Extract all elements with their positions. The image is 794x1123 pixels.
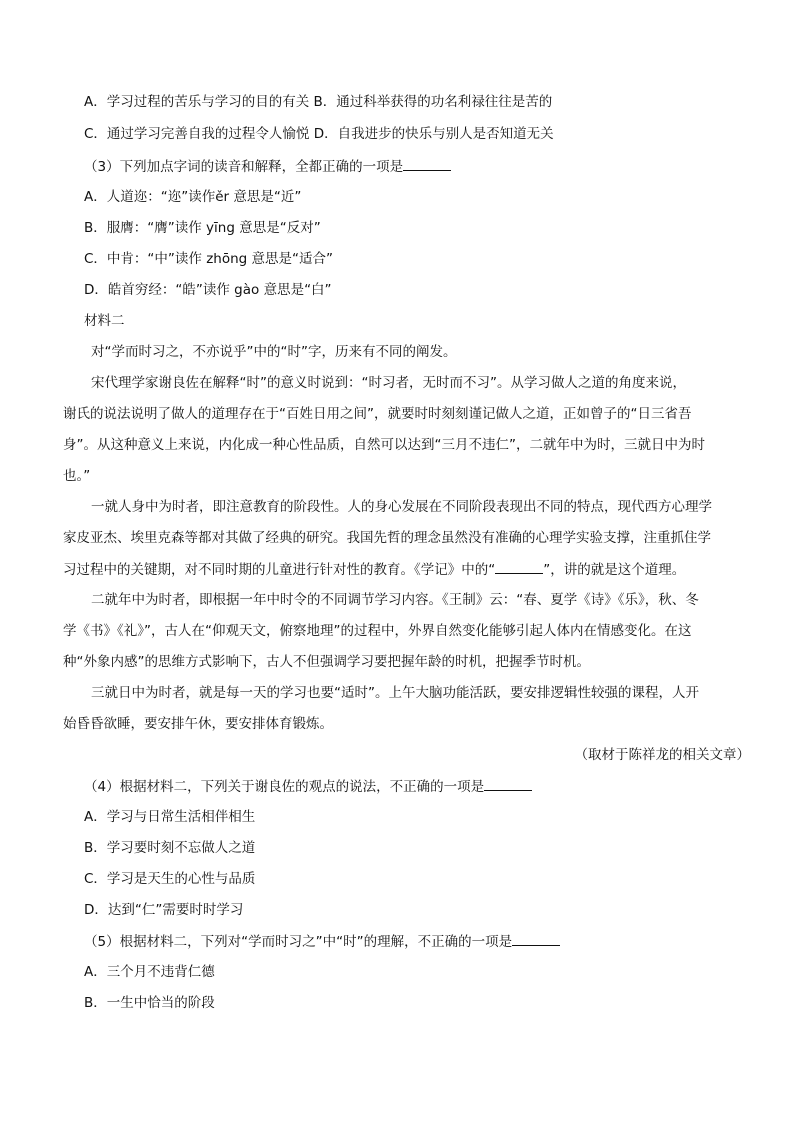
q3-stem-text: （3）下列加点字词的读音和解释，全都正确的一项是 <box>84 159 404 175</box>
q5-stem-text: （5）根据材料二，下列对“学而时习之”中“时”的理解，不正确的一项是 <box>84 934 513 950</box>
q3-option-a: A．人道迩：“迩”读作ěr 意思是“近” <box>84 189 302 205</box>
q4-option-a: A．学习与日常生活相伴相生 <box>84 809 256 825</box>
q4-stem <box>84 776 532 797</box>
q5-stem <box>84 931 560 952</box>
material2-paragraph-2-line-3: 身”。从这种意义上来说，内化成一种心性品质，自然可以达到“三月不违仁”，二就年中为时，三就日中为时 <box>63 437 705 453</box>
material2-paragraph-4-line-1: 二就年中为时者，即根据一年中时令的不同调节学习内容。《王制》云：“春、夏学《诗》《乐》，秋、冬 <box>91 592 699 608</box>
material2-paragraph-4-line-3: 种“外象内感”的思维方式影响下，古人不但强调学习要把握年龄的时机，把握季节时机。 <box>63 654 590 670</box>
material2-paragraph-3-line-3 <box>63 559 685 580</box>
q3-option-b: B．服膺：“膺”读作 yīng 意思是“反对” <box>84 220 321 236</box>
q4-option-d: D．达到“仁”需要时时学习 <box>84 902 244 918</box>
q3-option-c: C．中肯：“中”读作 zhōng 意思是“适合” <box>84 251 334 267</box>
answer-blank <box>495 559 543 574</box>
answer-blank <box>484 776 532 791</box>
material2-paragraph-2-line-4: 也。” <box>63 468 91 484</box>
paragraph-3-line-3-text-b: ”，讲的就是这个道理。 <box>543 562 686 578</box>
q4-option-c: C．学习是天生的心性与品质 <box>84 871 256 887</box>
q5-option-a: A．三个月不违背仁德 <box>84 964 215 980</box>
q4-stem-text: （4）根据材料二，下列关于谢良佐的观点的说法，不正确的一项是 <box>84 779 485 795</box>
material2-paragraph-5-line-2: 始昏昏欲睡，要安排午休，要安排体育锻炼。 <box>63 716 333 732</box>
material2-paragraph-4-line-2: 学《书》《礼》”，古人在“仰观天文，俯察地理”的过程中，外界自然变化能够引起人体内在情感变化。在这 <box>63 623 692 639</box>
q4-option-b: B．学习要时刻不忘做人之道 <box>84 840 256 856</box>
q2-options-a-b: A．学习过程的苦乐与学习的目的有关 B．通过科举获得的功名利禄往往是苦的 <box>84 94 553 110</box>
material2-paragraph-5-line-1: 三就日中为时者，就是每一天的学习也要“适时”。上午大脑功能活跃，要安排逻辑性较强的课程，人开 <box>91 685 699 701</box>
material2-paragraph-1: 对“学而时习之，不亦说乎”中的“时”字，历来有不同的阐发。 <box>91 344 457 360</box>
q5-option-b: B．一生中恰当的阶段 <box>84 995 215 1011</box>
material2-heading: 材料二 <box>84 313 125 329</box>
paragraph-3-line-3-text-a: 习过程中的关键期，对不同时期的儿童进行针对性的教育。《学记》中的“ <box>63 562 496 578</box>
material2-paragraph-3-line-2: 家皮亚杰、埃里克森等都对其做了经典的研究。我国先哲的理念虽然没有准确的心理学实验支撑，注重抓住学 <box>63 530 711 546</box>
material2-paragraph-3-line-1: 一就人身中为时者，即注意教育的阶段性。人的身心发展在不同阶段表现出不同的特点，现代西方心理学 <box>91 499 712 515</box>
q3-stem <box>84 156 451 177</box>
source-citation: （取材于陈祥龙的相关文章） <box>574 747 750 763</box>
answer-blank <box>512 931 560 946</box>
q2-options-c-d: C．通过学习完善自我的过程令人愉悦 D．自我进步的快乐与别人是否知道无关 <box>84 126 554 142</box>
material2-paragraph-2-line-1: 宋代理学家谢良佐在解释“时”的意义时说到：“时习者，无时而不习”。从学习做人之道的角度来说， <box>91 375 686 391</box>
material2-paragraph-2-line-2: 谢氏的说法说明了做人的道理存在于“百姓日用之间”，就要时时刻刻谨记做人之道，正如曾子的“日三省吾 <box>63 406 692 422</box>
answer-blank <box>403 156 451 171</box>
q3-option-d: D．皓首穷经：“皓”读作 gào 意思是“白” <box>84 282 332 298</box>
